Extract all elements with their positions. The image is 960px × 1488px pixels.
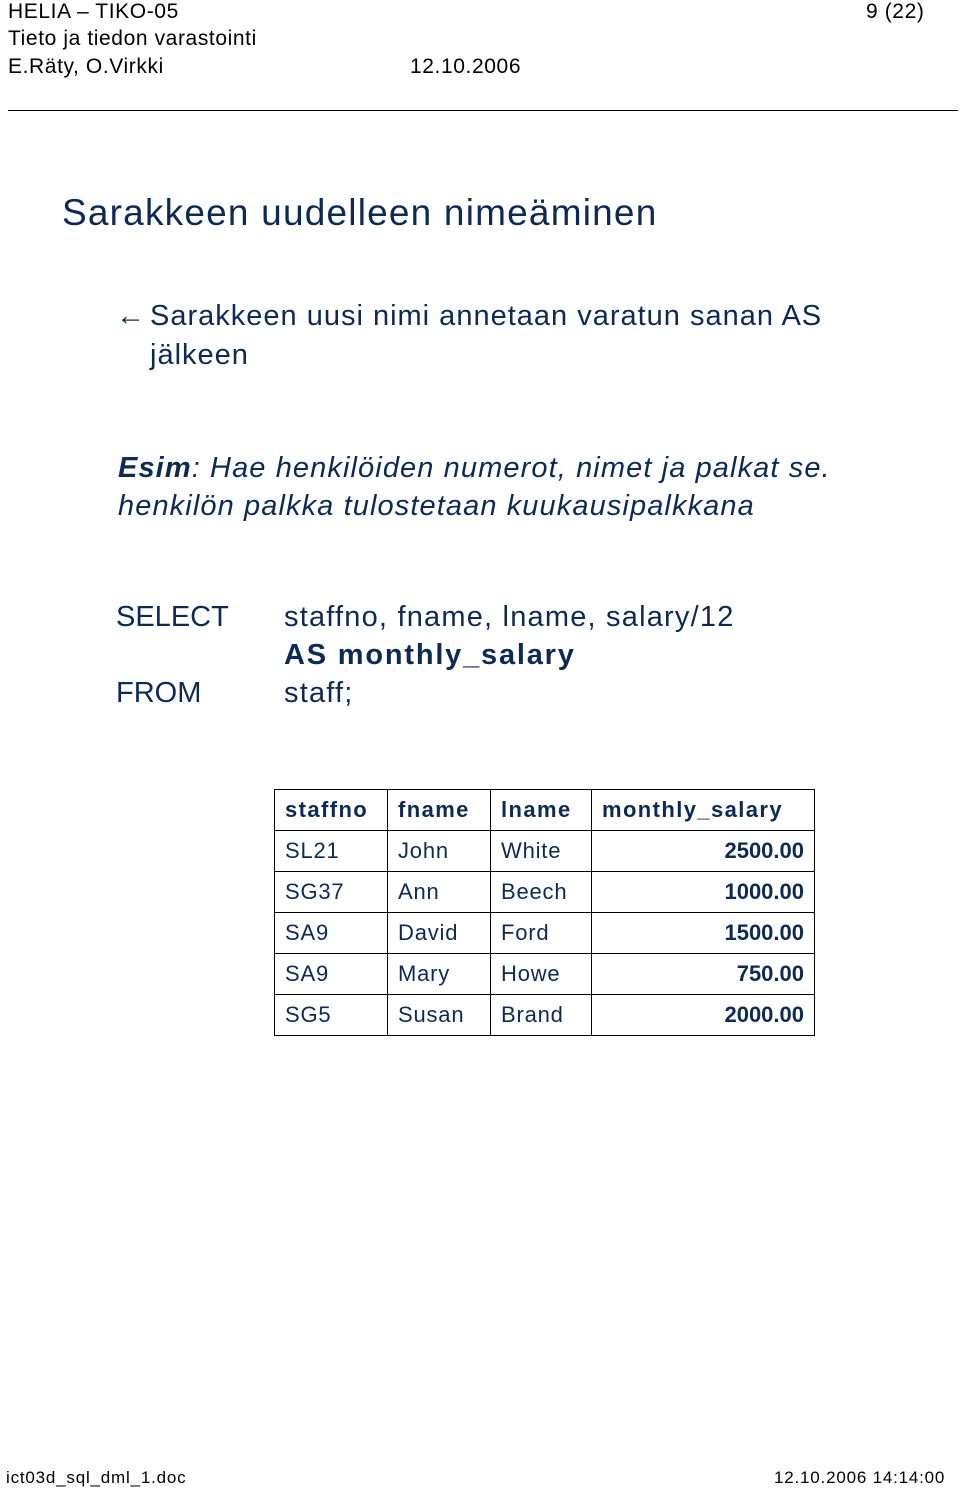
column-header: fname <box>388 790 491 831</box>
column-header: lname <box>491 790 592 831</box>
cell-staffno: SL21 <box>275 831 388 872</box>
cell-fname: David <box>388 913 491 954</box>
cell-lname: Brand <box>491 995 592 1036</box>
sql-from-table: staff; <box>284 677 354 709</box>
sql-select-keyword: SELECT <box>116 601 229 633</box>
page-title: Sarakkeen uudelleen nimeäminen <box>62 192 658 233</box>
cell-fname: John <box>388 831 491 872</box>
column-header: monthly_salary <box>592 790 815 831</box>
header-date: 12.10.2006 <box>410 55 522 78</box>
example-line-2: henkilön palkka tulostetaan kuukausipalkkana <box>118 490 755 522</box>
cell-fname: Mary <box>388 954 491 995</box>
cell-lname: Ford <box>491 913 592 954</box>
example-label: Esim <box>118 452 192 484</box>
cell-fname: Ann <box>388 872 491 913</box>
cell-lname: Howe <box>491 954 592 995</box>
cell-monthly-salary: 1500.00 <box>592 913 815 954</box>
cell-monthly-salary: 2500.00 <box>592 831 815 872</box>
left-arrow-icon: ← <box>116 300 146 332</box>
sql-select-columns: staffno, fname, lname, salary/12 <box>284 601 735 633</box>
header-authors: E.Räty, O.Virkki <box>8 55 164 78</box>
cell-monthly-salary: 2000.00 <box>592 995 815 1036</box>
header-divider <box>8 110 958 111</box>
table-row <box>275 831 815 872</box>
cell-staffno: SA9 <box>275 913 388 954</box>
cell-staffno: SA9 <box>275 954 388 995</box>
bullet-text-line-2: jälkeen <box>150 339 249 371</box>
header-page-number: 9 (22) <box>866 0 925 23</box>
table-row <box>275 913 815 954</box>
table-row <box>275 872 815 913</box>
footer-filename: ict03d_sql_dml_1.doc <box>6 1468 187 1487</box>
footer-timestamp: 12.10.2006 14:14:00 <box>774 1468 946 1487</box>
cell-monthly-salary: 750.00 <box>592 954 815 995</box>
result-table <box>274 789 815 1036</box>
header-subject: Tieto ja tiedon varastointi <box>8 27 257 50</box>
cell-staffno: SG37 <box>275 872 388 913</box>
bullet-text-line-1: Sarakkeen uusi nimi annetaan varatun sanan AS <box>150 300 823 332</box>
cell-monthly-salary: 1000.00 <box>592 872 815 913</box>
table-header-row <box>275 790 815 831</box>
cell-fname: Susan <box>388 995 491 1036</box>
example-text: : Hae henkilöiden numerot, nimet ja palkat se. <box>191 452 831 484</box>
column-header: staffno <box>275 790 388 831</box>
cell-staffno: SG5 <box>275 995 388 1036</box>
sql-from-keyword: FROM <box>116 677 202 709</box>
cell-lname: White <box>491 831 592 872</box>
example-line-1 <box>118 452 831 485</box>
header-course: HELIA – TIKO-05 <box>8 0 179 23</box>
table-row <box>275 995 815 1036</box>
sql-alias: AS monthly_salary <box>284 639 576 671</box>
table-row <box>275 954 815 995</box>
cell-lname: Beech <box>491 872 592 913</box>
